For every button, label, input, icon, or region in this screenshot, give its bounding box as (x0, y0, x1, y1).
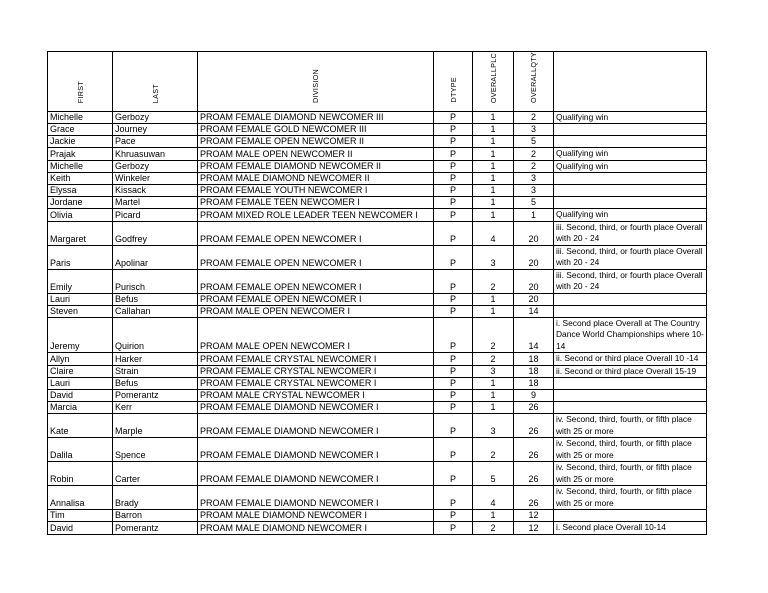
cell-qty: 3 (514, 124, 554, 136)
column-header-label: LAST (150, 83, 160, 103)
cell-note: iv. Second, third, fourth, or fifth place with 25 or more (554, 438, 707, 462)
cell-plc: 1 (473, 124, 514, 136)
cell-first: Olivia (48, 209, 113, 222)
cell-plc: 1 (473, 402, 514, 414)
cell-division: PROAM FEMALE DIAMOND NEWCOMER I (198, 438, 434, 462)
cell-division: PROAM FEMALE DIAMOND NEWCOMER I (198, 402, 434, 414)
cell-dtype: P (434, 209, 473, 222)
cell-plc: 2 (473, 522, 514, 535)
cell-note (554, 390, 707, 402)
cell-plc: 4 (473, 486, 514, 510)
cell-qty: 12 (514, 522, 554, 535)
cell-division: PROAM MALE DIAMOND NEWCOMER I (198, 510, 434, 522)
cell-last: Martel (113, 197, 198, 209)
cell-division: PROAM FEMALE OPEN NEWCOMER I (198, 293, 434, 305)
cell-dtype: P (434, 510, 473, 522)
cell-dtype: P (434, 522, 473, 535)
cell-dtype: P (434, 293, 473, 305)
cell-division: PROAM FEMALE DIAMOND NEWCOMER II (198, 160, 434, 173)
table-row (48, 293, 707, 305)
cell-division: PROAM MIXED ROLE LEADER TEEN NEWCOMER I (198, 209, 434, 222)
cell-division: PROAM FEMALE TEEN NEWCOMER I (198, 197, 434, 209)
cell-division: PROAM FEMALE OPEN NEWCOMER I (198, 221, 434, 245)
cell-plc: 1 (473, 148, 514, 161)
cell-first: Lauri (48, 293, 113, 305)
table-row (48, 438, 707, 462)
cell-plc: 4 (473, 221, 514, 245)
cell-plc: 5 (473, 462, 514, 486)
table-row (48, 124, 707, 136)
cell-last: Kerr (113, 402, 198, 414)
cell-first: Prajak (48, 148, 113, 161)
cell-qty: 18 (514, 353, 554, 366)
cell-note: iv. Second, third, fourth, or fifth place with 25 or more (554, 414, 707, 438)
cell-qty: 20 (514, 293, 554, 305)
cell-plc: 3 (473, 414, 514, 438)
cell-plc: 1 (473, 305, 514, 317)
cell-first: Michelle (48, 160, 113, 173)
table-row (48, 197, 707, 209)
cell-last: Gerbozy (113, 111, 198, 124)
table-row (48, 209, 707, 222)
cell-qty: 26 (514, 486, 554, 510)
cell-division: PROAM FEMALE DIAMOND NEWCOMER I (198, 486, 434, 510)
cell-qty: 12 (514, 510, 554, 522)
cell-note: iv. Second, third, fourth, or fifth place with 25 or more (554, 462, 707, 486)
cell-plc: 1 (473, 293, 514, 305)
cell-division: PROAM MALE CRYSTAL NEWCOMER I (198, 390, 434, 402)
cell-plc: 1 (473, 378, 514, 390)
cell-qty: 26 (514, 414, 554, 438)
cell-note (554, 124, 707, 136)
column-header-division (198, 52, 434, 112)
cell-note: Qualifying win (554, 148, 707, 161)
table-row (48, 111, 707, 124)
cell-note (554, 402, 707, 414)
cell-qty: 18 (514, 378, 554, 390)
column-header-label: OVERALLPLC (488, 52, 498, 103)
cell-first: Michelle (48, 111, 113, 124)
cell-last: Godfrey (113, 221, 198, 245)
table-row (48, 365, 707, 378)
cell-note (554, 305, 707, 317)
cell-last: Brady (113, 486, 198, 510)
column-header-label: FIRST (75, 80, 85, 103)
cell-qty: 26 (514, 462, 554, 486)
cell-qty: 2 (514, 111, 554, 124)
cell-division: PROAM MALE DIAMOND NEWCOMER I (198, 522, 434, 535)
cell-dtype: P (434, 111, 473, 124)
cell-dtype: P (434, 173, 473, 185)
cell-plc: 3 (473, 245, 514, 269)
table-row (48, 414, 707, 438)
cell-division: PROAM FEMALE CRYSTAL NEWCOMER I (198, 378, 434, 390)
cell-note (554, 510, 707, 522)
cell-dtype: P (434, 269, 473, 293)
cell-plc: 1 (473, 173, 514, 185)
header-row (48, 52, 707, 112)
cell-division: PROAM FEMALE GOLD NEWCOMER III (198, 124, 434, 136)
cell-first: Tim (48, 510, 113, 522)
cell-plc: 1 (473, 136, 514, 148)
cell-division: PROAM FEMALE OPEN NEWCOMER I (198, 245, 434, 269)
cell-last: Pomerantz (113, 390, 198, 402)
cell-dtype: P (434, 160, 473, 173)
cell-plc: 3 (473, 365, 514, 378)
cell-last: Quirion (113, 317, 198, 353)
cell-first: Dalila (48, 438, 113, 462)
column-header-last (113, 52, 198, 112)
cell-first: Emily (48, 269, 113, 293)
cell-first: David (48, 390, 113, 402)
table-row (48, 148, 707, 161)
cell-qty: 14 (514, 317, 554, 353)
cell-note: iv. Second, third, fourth, or fifth place with 25 or more (554, 486, 707, 510)
cell-qty: 26 (514, 438, 554, 462)
cell-qty: 9 (514, 390, 554, 402)
cell-qty: 2 (514, 148, 554, 161)
cell-first: Elyssa (48, 185, 113, 197)
cell-first: Annalisa (48, 486, 113, 510)
cell-first: Margaret (48, 221, 113, 245)
cell-dtype: P (434, 402, 473, 414)
cell-last: Barron (113, 510, 198, 522)
cell-plc: 2 (473, 438, 514, 462)
column-header-plc (473, 52, 514, 112)
cell-plc: 1 (473, 185, 514, 197)
cell-dtype: P (434, 185, 473, 197)
cell-last: Harker (113, 353, 198, 366)
cell-plc: 1 (473, 510, 514, 522)
cell-last: Kissack (113, 185, 198, 197)
cell-note (554, 378, 707, 390)
cell-division: PROAM FEMALE DIAMOND NEWCOMER I (198, 414, 434, 438)
cell-last: Pomerantz (113, 522, 198, 535)
cell-plc: 1 (473, 160, 514, 173)
cell-division: PROAM MALE DIAMOND NEWCOMER II (198, 173, 434, 185)
cell-note (554, 293, 707, 305)
cell-first: Steven (48, 305, 113, 317)
cell-dtype: P (434, 353, 473, 366)
cell-note: ii. Second or third place Overall 10 -14 (554, 353, 707, 366)
cell-dtype: P (434, 221, 473, 245)
cell-note: Qualifying win (554, 111, 707, 124)
cell-qty: 26 (514, 402, 554, 414)
cell-dtype: P (434, 438, 473, 462)
cell-last: Befus (113, 378, 198, 390)
cell-dtype: P (434, 486, 473, 510)
cell-division: PROAM FEMALE DIAMOND NEWCOMER I (198, 462, 434, 486)
cell-qty: 5 (514, 197, 554, 209)
cell-first: Jeremy (48, 317, 113, 353)
cell-plc: 1 (473, 111, 514, 124)
table-row (48, 160, 707, 173)
cell-qty: 2 (514, 160, 554, 173)
cell-note (554, 197, 707, 209)
cell-last: Gerbozy (113, 160, 198, 173)
cell-first: Claire (48, 365, 113, 378)
cell-last: Marple (113, 414, 198, 438)
cell-dtype: P (434, 317, 473, 353)
cell-last: Spence (113, 438, 198, 462)
cell-dtype: P (434, 136, 473, 148)
cell-qty: 3 (514, 173, 554, 185)
cell-note: i. Second place Overall at The Country Dance World Championships where 10-14 (554, 317, 707, 353)
column-header-qty (514, 52, 554, 112)
cell-dtype: P (434, 390, 473, 402)
cell-last: Picard (113, 209, 198, 222)
cell-qty: 20 (514, 245, 554, 269)
cell-note: i. Second place Overall 10-14 (554, 522, 707, 535)
cell-first: Marcia (48, 402, 113, 414)
cell-division: PROAM FEMALE CRYSTAL NEWCOMER I (198, 365, 434, 378)
cell-division: PROAM FEMALE DIAMOND NEWCOMER III (198, 111, 434, 124)
cell-dtype: P (434, 124, 473, 136)
cell-dtype: P (434, 305, 473, 317)
cell-note: ii. Second or third place Overall 15-19 (554, 365, 707, 378)
cell-first: David (48, 522, 113, 535)
table-row (48, 522, 707, 535)
cell-last: Winkeler (113, 173, 198, 185)
cell-qty: 14 (514, 305, 554, 317)
column-header-note (554, 52, 707, 112)
cell-first: Allyn (48, 353, 113, 366)
table-row (48, 136, 707, 148)
cell-qty: 1 (514, 209, 554, 222)
cell-qty: 20 (514, 221, 554, 245)
table-row (48, 510, 707, 522)
cell-dtype: P (434, 378, 473, 390)
cell-last: Strain (113, 365, 198, 378)
cell-first: Robin (48, 462, 113, 486)
table-row (48, 221, 707, 245)
cell-note (554, 173, 707, 185)
cell-note: iii. Second, third, or fourth place Overall with 20 - 24 (554, 245, 707, 269)
cell-note (554, 136, 707, 148)
cell-dtype: P (434, 365, 473, 378)
table-row (48, 305, 707, 317)
cell-division: PROAM MALE OPEN NEWCOMER I (198, 305, 434, 317)
column-header-dtype (434, 52, 473, 112)
cell-note (554, 185, 707, 197)
cell-plc: 2 (473, 269, 514, 293)
cell-last: Apolinar (113, 245, 198, 269)
table-row (48, 353, 707, 366)
cell-division: PROAM FEMALE OPEN NEWCOMER I (198, 269, 434, 293)
table-body (48, 111, 707, 534)
cell-note: Qualifying win (554, 160, 707, 173)
cell-dtype: P (434, 462, 473, 486)
cell-division: PROAM FEMALE OPEN NEWCOMER II (198, 136, 434, 148)
table-header (48, 52, 707, 112)
results-table (47, 51, 707, 535)
table-row (48, 269, 707, 293)
cell-dtype: P (434, 414, 473, 438)
cell-last: Carter (113, 462, 198, 486)
cell-qty: 3 (514, 185, 554, 197)
column-header-first (48, 52, 113, 112)
cell-dtype: P (434, 197, 473, 209)
table-row (48, 245, 707, 269)
cell-note: Qualifying win (554, 209, 707, 222)
table-row (48, 185, 707, 197)
table-row (48, 378, 707, 390)
column-header-label: OVERALLQTY (529, 52, 538, 103)
table-row (48, 173, 707, 185)
cell-last: Befus (113, 293, 198, 305)
cell-plc: 2 (473, 317, 514, 353)
cell-first: Paris (48, 245, 113, 269)
cell-first: Kate (48, 414, 113, 438)
cell-plc: 1 (473, 197, 514, 209)
cell-last: Journey (113, 124, 198, 136)
cell-division: PROAM MALE OPEN NEWCOMER I (198, 317, 434, 353)
cell-first: Lauri (48, 378, 113, 390)
cell-qty: 20 (514, 269, 554, 293)
table-row (48, 402, 707, 414)
column-header-label: DIVISION (311, 68, 320, 103)
table-row (48, 462, 707, 486)
cell-last: Purisch (113, 269, 198, 293)
cell-first: Grace (48, 124, 113, 136)
cell-qty: 5 (514, 136, 554, 148)
cell-plc: 1 (473, 390, 514, 402)
cell-note: iii. Second, third, or fourth place Overall with 20 - 24 (554, 269, 707, 293)
table-row (48, 486, 707, 510)
cell-note: iii. Second, third, or fourth place Overall with 20 - 24 (554, 221, 707, 245)
cell-last: Pace (113, 136, 198, 148)
cell-first: Keith (48, 173, 113, 185)
cell-dtype: P (434, 245, 473, 269)
cell-first: Jackie (48, 136, 113, 148)
cell-first: Jordane (48, 197, 113, 209)
cell-dtype: P (434, 148, 473, 161)
cell-last: Khruasuwan (113, 148, 198, 161)
cell-plc: 1 (473, 209, 514, 222)
column-header-label: DTYPE (448, 77, 458, 103)
cell-division: PROAM MALE OPEN NEWCOMER II (198, 148, 434, 161)
table-row (48, 390, 707, 402)
table-row (48, 317, 707, 353)
cell-division: PROAM FEMALE YOUTH NEWCOMER I (198, 185, 434, 197)
cell-last: Callahan (113, 305, 198, 317)
cell-plc: 2 (473, 353, 514, 366)
cell-qty: 18 (514, 365, 554, 378)
cell-division: PROAM FEMALE CRYSTAL NEWCOMER I (198, 353, 434, 366)
